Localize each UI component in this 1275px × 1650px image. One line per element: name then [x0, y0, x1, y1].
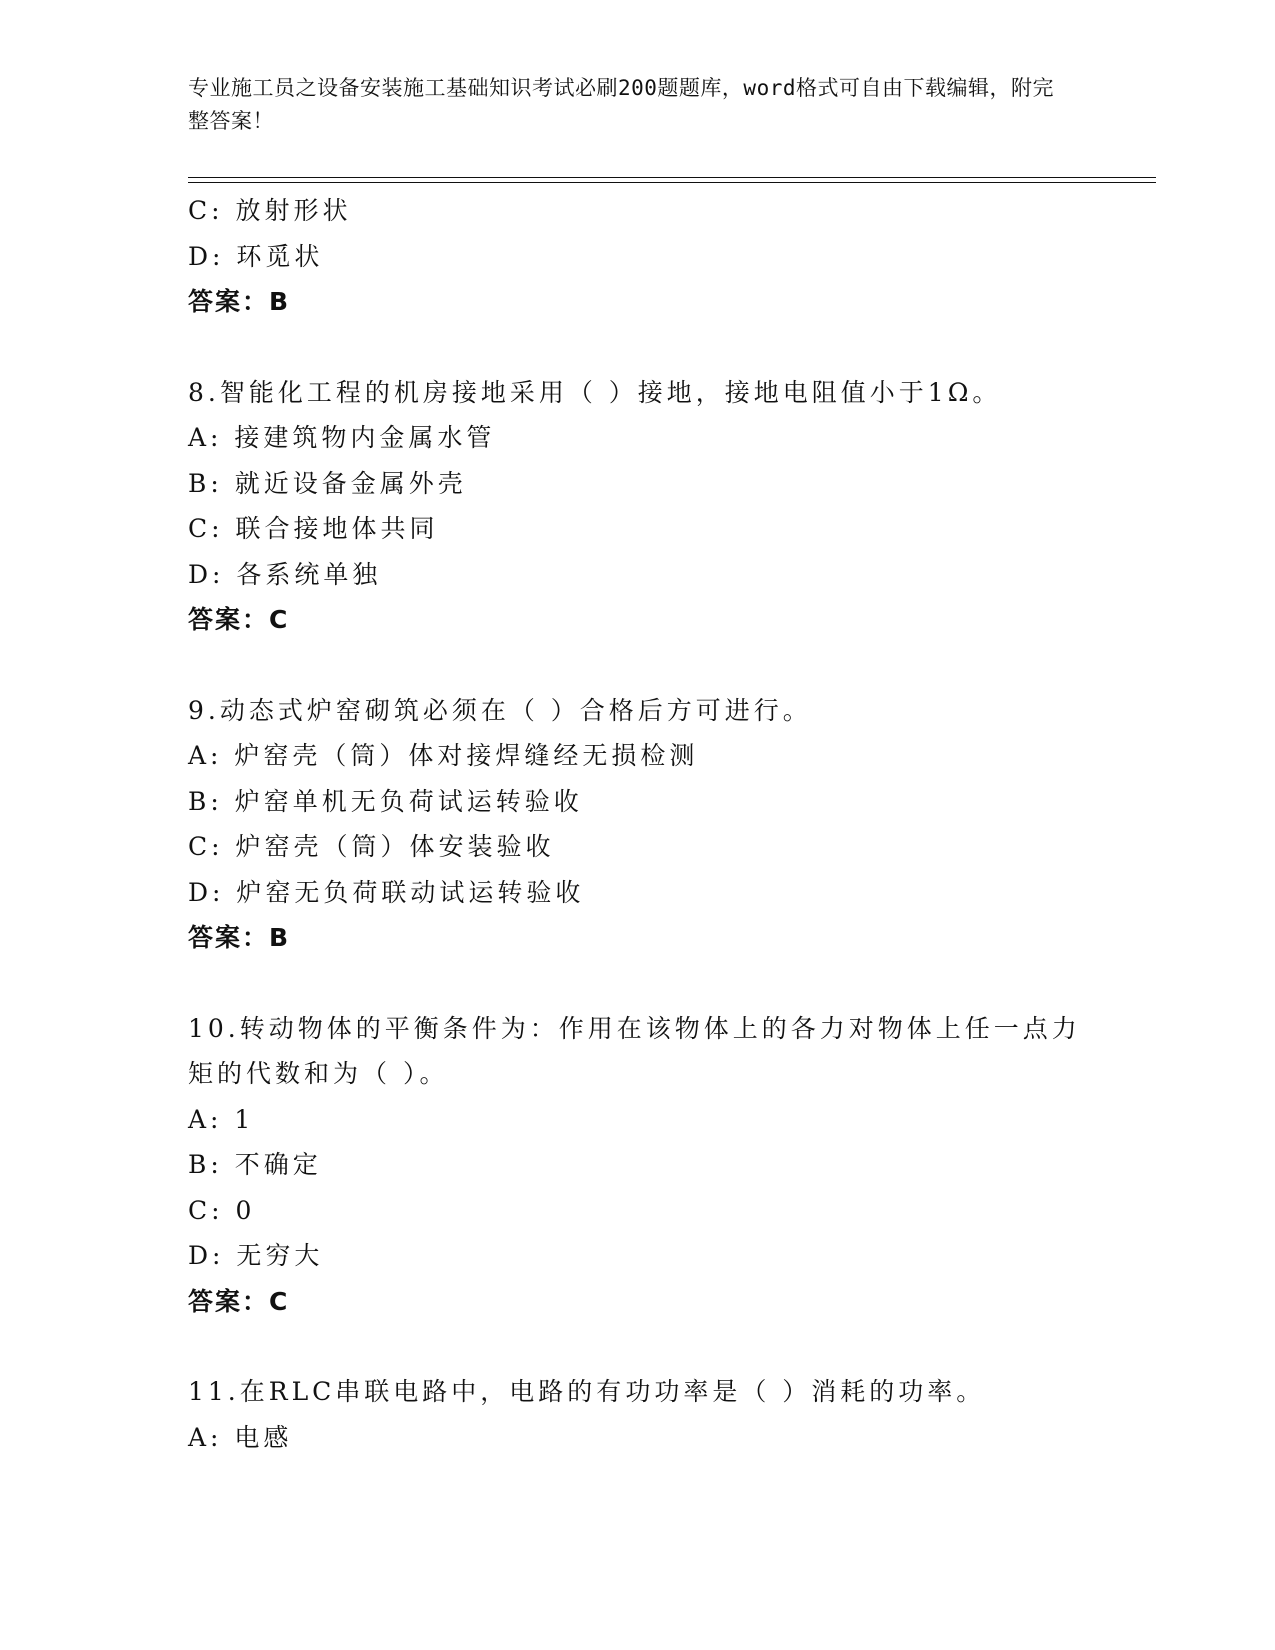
answer-line: 答案：B — [188, 923, 291, 952]
header-divider-bottom — [188, 182, 1156, 183]
question-11 — [188, 1369, 1108, 1460]
option-b: B: 不确定 — [188, 1150, 322, 1179]
question-7-partial — [188, 188, 1108, 325]
document-header: 专业施工员之设备安装施工基础知识考试必刷200题题库，word格式可自由下载编辑，附完整答案！ — [188, 76, 1054, 133]
question-stem: 8.智能化工程的机房接地采用（ ）接地，接地电阻值小于1Ω。 — [188, 377, 1002, 407]
answer-line: 答案：C — [188, 605, 290, 634]
option-c: C: 0 — [188, 1195, 256, 1225]
option-a: A: 炉窑壳（筒）体对接焊缝经无损检测 — [188, 741, 699, 770]
question-stem: 10.转动物体的平衡条件为：作用在该物体上的各力对物体上任一点力矩的代数和为（ ）。 — [188, 1013, 1081, 1088]
option-a: A: 接建筑物内金属水管 — [188, 423, 496, 452]
answer-line: 答案：B — [188, 287, 291, 316]
option-b: B: 就近设备金属外壳 — [188, 468, 467, 498]
option-d: D: 无穷大 — [188, 1241, 324, 1270]
question-9 — [188, 688, 1108, 961]
answer-line: 答案：C — [188, 1286, 290, 1316]
option-d: D: 炉窑无负荷联动试运转验收 — [188, 877, 585, 907]
question-10 — [188, 1006, 1108, 1325]
option-d: D: 各系统单独 — [188, 559, 382, 589]
question-content — [188, 188, 1108, 1460]
option-d: D: 环觅状 — [188, 241, 324, 271]
question-8 — [188, 370, 1108, 643]
header-divider-top — [188, 177, 1156, 178]
option-b: B: 炉窑单机无负荷试运转验收 — [188, 786, 583, 816]
option-a: A: 1 — [188, 1104, 255, 1134]
option-c: C: 联合接地体共同 — [188, 514, 439, 543]
question-stem: 11.在RLC串联电路中，电路的有功功率是（ ）消耗的功率。 — [188, 1377, 986, 1406]
option-a: A: 电感 — [188, 1422, 293, 1452]
question-stem: 9.动态式炉窑砌筑必须在（ ）合格后方可进行。 — [188, 695, 812, 725]
option-c: C: 炉窑壳（筒）体安装验收 — [188, 832, 555, 861]
option-c: C: 放射形状 — [188, 196, 352, 225]
